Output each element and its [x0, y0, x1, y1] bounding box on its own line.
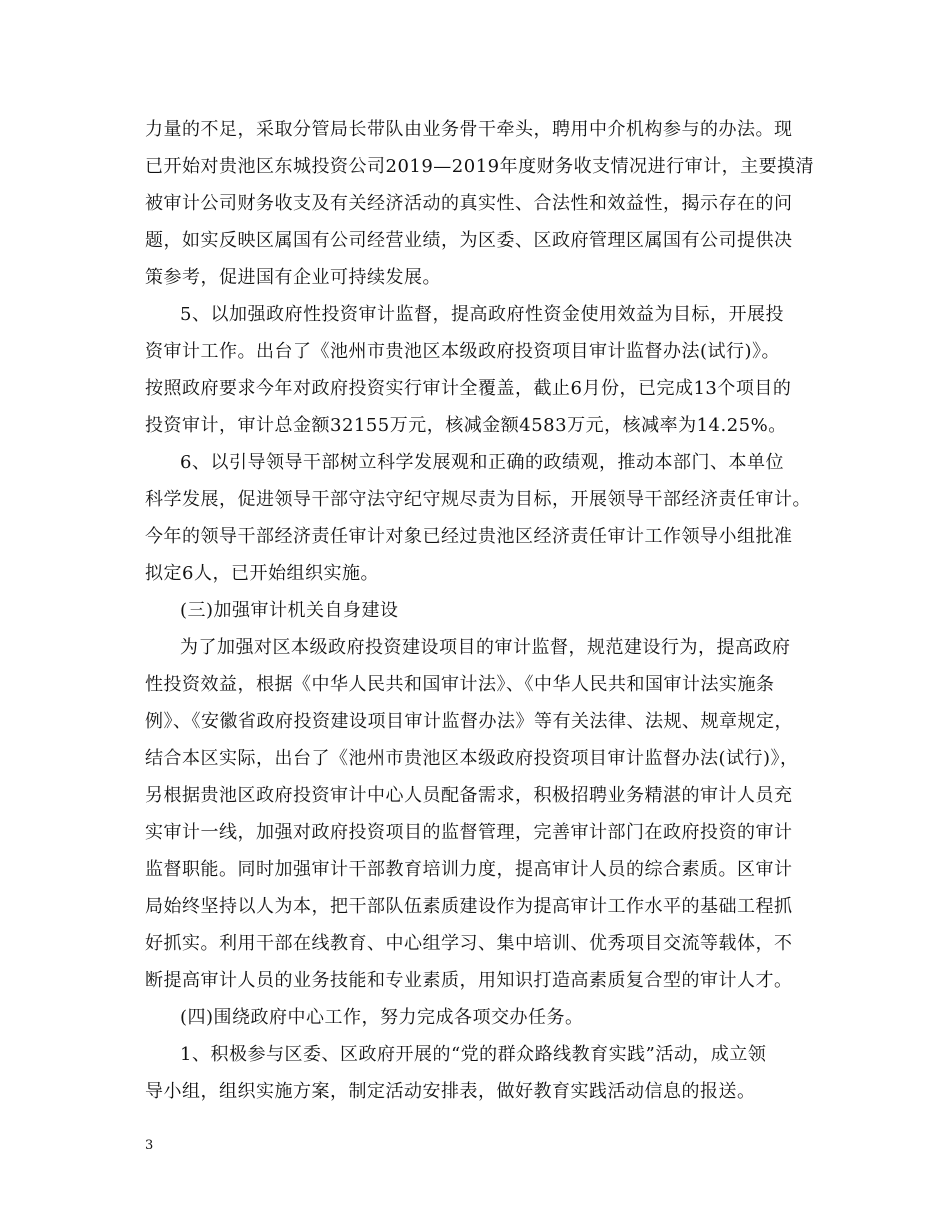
paragraph-start-line: 5、以加强政府性投资审计监督，提高政府性资金使用效益为目标，开展投 [180, 304, 784, 325]
body-line: 今年的领导干部经济责任审计对象已经过贵池区经济责任审计工作领导小组批准 [145, 526, 793, 547]
body-line: 性投资效益，根据《中华人民共和国审计法》、《中华人民共和国审计法实施条 [145, 674, 775, 695]
body-line: 拟定6人，已开始组织实施。 [145, 563, 379, 584]
body-line: 已开始对贵池区东城投资公司2019—2019年度财务收支情况进行审计，主要摸清 [145, 156, 815, 177]
page-number: 3 [145, 1138, 154, 1153]
body-line: 导小组，组织实施方案，制定活动安排表，做好教育实践活动信息的报送。 [145, 1081, 756, 1102]
section-heading: (三)加强审计机关自身建设 [180, 600, 399, 621]
body-line: 资审计工作。出台了《池州市贵池区本级政府投资项目审计监督办法(试行)》。 [145, 341, 781, 362]
body-line: 实审计一线，加强对政府投资项目的监督管理，完善审计部门在政府投资的审计 [145, 822, 793, 843]
body-line: 科学发展，促进领导干部守法守纪守规尽责为目标，开展领导干部经济责任审计。 [145, 489, 811, 510]
paragraph-start-line: 6、以引导领导干部树立科学发展观和正确的政绩观，推动本部门、本单位 [180, 452, 784, 473]
body-line: 投资审计，审计总金额32155万元，核减金额4583万元，核减率为14.25%。 [145, 415, 787, 436]
body-line: 结合本区实际，出台了《池州市贵池区本级政府投资项目审计监督办法(试行)》， [145, 748, 799, 769]
body-line: 策参考，促进国有企业可持续发展。 [145, 267, 441, 288]
section-heading: (四)围绕政府中心工作，努力完成各项交办任务。 [180, 1007, 584, 1028]
body-line: 例》、《安徽省政府投资建设项目审计监督办法》等有关法律、法规、规章规定， [145, 711, 793, 732]
paragraph-start-line: 1、积极参与区委、区政府开展的“党的群众路线教育实践”活动，成立领 [180, 1044, 767, 1065]
paragraph-start-line: 为了加强对区本级政府投资建设项目的审计监督，规范建设行为，提高政府 [180, 637, 791, 658]
body-line: 断提高审计人员的业务技能和专业素质，用知识打造高素质复合型的审计人才。 [145, 970, 793, 991]
body-line: 监督职能。同时加强审计干部教育培训力度，提高审计人员的综合素质。区审计 [145, 859, 793, 880]
body-line: 局始终坚持以人为本，把干部队伍素质建设作为提高审计工作水平的基础工程抓 [145, 896, 793, 917]
body-line: 另根据贵池区政府投资审计中心人员配备需求，积极招聘业务精湛的审计人员充 [145, 785, 793, 806]
body-line: 被审计公司财务收支及有关经济活动的真实性、合法性和效益性，揭示存在的问 [145, 193, 793, 214]
body-line: 按照政府要求今年对政府投资实行审计全覆盖，截止6月份，已完成13个项目的 [145, 378, 792, 399]
body-line: 题，如实反映区属国有公司经营业绩，为区委、区政府管理区属国有公司提供决 [145, 230, 793, 251]
body-line: 好抓实。利用干部在线教育、中心组学习、集中培训、优秀项目交流等载体，不 [145, 933, 793, 954]
body-line: 力量的不足，采取分管局长带队由业务骨干牵头，聘用中介机构参与的办法。现 [145, 119, 793, 140]
